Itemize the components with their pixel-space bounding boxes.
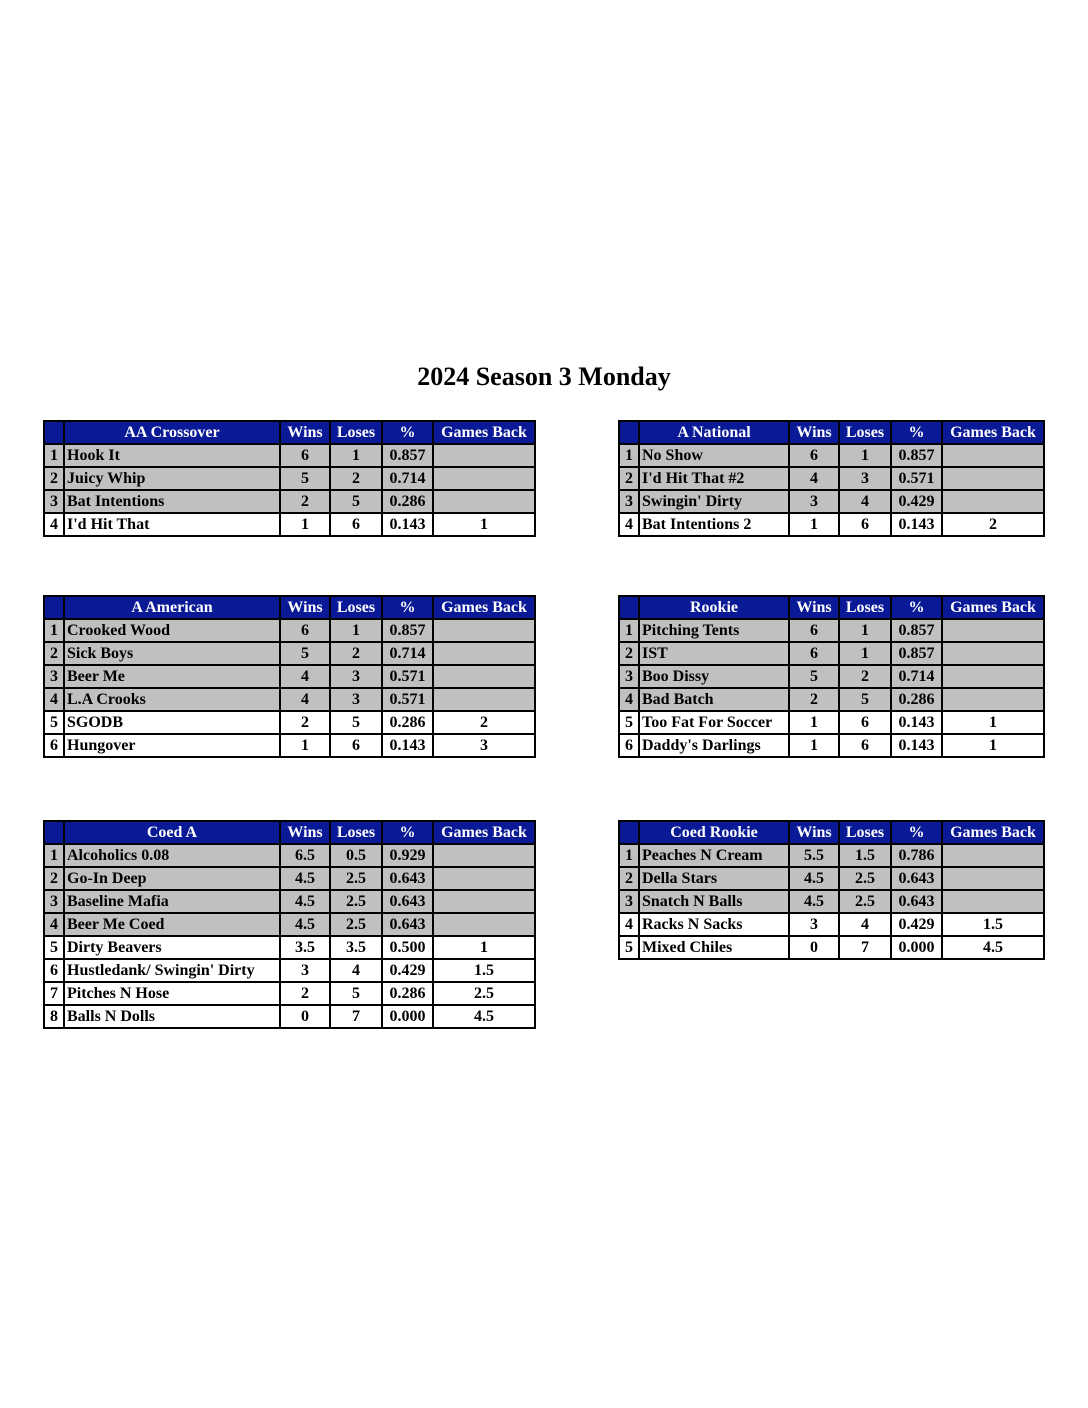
team-name-cell: L.A Crooks	[64, 688, 280, 711]
table-row	[619, 913, 1044, 936]
table-row	[619, 867, 1044, 890]
table-header-row	[44, 596, 535, 619]
pct-cell: 0.143	[382, 734, 433, 757]
wins-cell: 4.5	[789, 890, 839, 913]
division-name: A American	[64, 596, 280, 619]
team-name-cell: Pitches N Hose	[64, 982, 280, 1005]
pct-cell: 0.643	[382, 867, 433, 890]
pct-cell: 0.857	[891, 444, 942, 467]
loses-header: Loses	[839, 821, 891, 844]
pct-cell: 0.429	[891, 490, 942, 513]
team-name-cell: Beer Me	[64, 665, 280, 688]
games-back-cell	[433, 890, 535, 913]
wins-cell: 5.5	[789, 844, 839, 867]
pct-header: %	[382, 821, 433, 844]
pct-header: %	[891, 596, 942, 619]
team-name-cell: Racks N Sacks	[639, 913, 789, 936]
rank-cell: 6	[619, 734, 639, 757]
team-name-cell: Dirty Beavers	[64, 936, 280, 959]
games-back-cell	[942, 844, 1044, 867]
standings-table-a-american	[43, 595, 536, 758]
loses-cell: 5	[330, 711, 382, 734]
pct-cell: 0.786	[891, 844, 942, 867]
wins-cell: 1	[789, 734, 839, 757]
games-back-cell	[942, 890, 1044, 913]
loses-cell: 2.5	[330, 913, 382, 936]
table-row	[44, 959, 535, 982]
rank-cell: 1	[44, 619, 64, 642]
games-back-cell	[942, 467, 1044, 490]
loses-cell: 1	[330, 444, 382, 467]
team-name-cell: Della Stars	[639, 867, 789, 890]
wins-cell: 2	[789, 688, 839, 711]
team-name-cell: Juicy Whip	[64, 467, 280, 490]
team-name-cell: SGODB	[64, 711, 280, 734]
division-name: AA Crossover	[64, 421, 280, 444]
rank-cell: 2	[44, 642, 64, 665]
wins-cell: 6	[280, 444, 330, 467]
games-back-cell: 2	[942, 513, 1044, 536]
loses-cell: 1	[839, 444, 891, 467]
pct-cell: 0.643	[891, 890, 942, 913]
wins-cell: 2	[280, 711, 330, 734]
table-row	[44, 734, 535, 757]
wins-cell: 0	[280, 1005, 330, 1028]
loses-cell: 6	[839, 711, 891, 734]
wins-cell: 3	[789, 490, 839, 513]
pct-cell: 0.286	[891, 688, 942, 711]
pct-header: %	[891, 821, 942, 844]
table-row	[44, 490, 535, 513]
wins-header: Wins	[280, 596, 330, 619]
pct-cell: 0.143	[382, 513, 433, 536]
rank-cell: 3	[619, 665, 639, 688]
rank-cell: 5	[44, 711, 64, 734]
games-back-cell	[433, 665, 535, 688]
rank-cell: 4	[619, 913, 639, 936]
loses-cell: 4	[839, 913, 891, 936]
loses-cell: 7	[330, 1005, 382, 1028]
team-name-cell: Go-In Deep	[64, 867, 280, 890]
table-row	[619, 513, 1044, 536]
loses-cell: 6	[839, 513, 891, 536]
table-row	[619, 665, 1044, 688]
wins-cell: 5	[280, 642, 330, 665]
games-back-cell	[942, 665, 1044, 688]
games-back-cell	[942, 490, 1044, 513]
table-row	[44, 711, 535, 734]
pct-cell: 0.714	[382, 467, 433, 490]
rank-cell: 3	[44, 890, 64, 913]
page-title: 2024 Season 3 Monday	[417, 362, 671, 391]
wins-cell: 5	[280, 467, 330, 490]
games-back-cell	[433, 490, 535, 513]
wins-header: Wins	[280, 821, 330, 844]
table-row	[619, 467, 1044, 490]
table-header-row	[44, 421, 535, 444]
pct-cell: 0.000	[382, 1005, 433, 1028]
loses-cell: 1	[839, 619, 891, 642]
games-back-cell: 1	[433, 936, 535, 959]
rank-cell: 1	[619, 844, 639, 867]
loses-cell: 2.5	[330, 867, 382, 890]
wins-cell: 3	[789, 913, 839, 936]
team-name-cell: I'd Hit That	[64, 513, 280, 536]
pct-cell: 0.571	[891, 467, 942, 490]
table-row	[619, 444, 1044, 467]
rank-cell: 2	[619, 867, 639, 890]
rank-header	[619, 421, 639, 444]
loses-cell: 3	[839, 467, 891, 490]
table-row	[619, 688, 1044, 711]
rank-cell: 2	[44, 867, 64, 890]
loses-cell: 2.5	[330, 890, 382, 913]
rank-cell: 3	[619, 890, 639, 913]
team-name-cell: Hustledank/ Swingin' Dirty	[64, 959, 280, 982]
team-name-cell: Crooked Wood	[64, 619, 280, 642]
loses-cell: 6	[330, 734, 382, 757]
wins-cell: 6	[789, 444, 839, 467]
games-back-cell: 2.5	[433, 982, 535, 1005]
loses-header: Loses	[330, 596, 382, 619]
wins-cell: 4.5	[280, 890, 330, 913]
table-row	[619, 890, 1044, 913]
table-row	[619, 711, 1044, 734]
table-row	[44, 982, 535, 1005]
games-back-cell: 1.5	[942, 913, 1044, 936]
team-name-cell: Hook It	[64, 444, 280, 467]
table-row	[44, 1005, 535, 1028]
loses-cell: 3	[330, 665, 382, 688]
team-name-cell: Snatch N Balls	[639, 890, 789, 913]
standings-table-rookie	[618, 595, 1045, 758]
table-row	[44, 688, 535, 711]
games-back-cell	[433, 467, 535, 490]
pct-cell: 0.643	[891, 867, 942, 890]
pct-cell: 0.571	[382, 665, 433, 688]
loses-cell: 2	[839, 665, 891, 688]
rank-cell: 3	[44, 490, 64, 513]
loses-cell: 4	[330, 959, 382, 982]
pct-cell: 0.643	[382, 890, 433, 913]
rank-cell: 5	[619, 711, 639, 734]
rank-cell: 5	[619, 936, 639, 959]
loses-cell: 5	[330, 490, 382, 513]
games-back-cell	[942, 867, 1044, 890]
rank-cell: 6	[44, 959, 64, 982]
table-row	[44, 467, 535, 490]
team-name-cell: Pitching Tents	[639, 619, 789, 642]
wins-cell: 2	[280, 982, 330, 1005]
rank-cell: 1	[619, 444, 639, 467]
wins-cell: 4.5	[789, 867, 839, 890]
wins-cell: 2	[280, 490, 330, 513]
table-row	[44, 890, 535, 913]
rank-cell: 7	[44, 982, 64, 1005]
games-back-cell	[433, 619, 535, 642]
loses-cell: 2	[330, 642, 382, 665]
pct-header: %	[382, 596, 433, 619]
games-back-cell: 1	[433, 513, 535, 536]
games-back-cell	[942, 688, 1044, 711]
wins-cell: 6	[789, 619, 839, 642]
wins-cell: 1	[280, 513, 330, 536]
pct-cell: 0.429	[891, 913, 942, 936]
loses-cell: 1	[839, 642, 891, 665]
pct-cell: 0.429	[382, 959, 433, 982]
games-back-cell	[942, 619, 1044, 642]
games-back-cell: 4.5	[942, 936, 1044, 959]
rank-cell: 6	[44, 734, 64, 757]
rank-header	[44, 596, 64, 619]
pct-cell: 0.286	[382, 711, 433, 734]
pct-cell: 0.143	[891, 734, 942, 757]
team-name-cell: Bad Batch	[639, 688, 789, 711]
wins-cell: 6	[280, 619, 330, 642]
team-name-cell: Peaches N Cream	[639, 844, 789, 867]
standings-table-a-national	[618, 420, 1045, 537]
table-row	[44, 936, 535, 959]
pct-cell: 0.500	[382, 936, 433, 959]
wins-cell: 4.5	[280, 913, 330, 936]
pct-cell: 0.714	[382, 642, 433, 665]
pct-cell: 0.286	[382, 490, 433, 513]
pct-cell: 0.714	[891, 665, 942, 688]
division-name: A National	[639, 421, 789, 444]
rank-cell: 1	[619, 619, 639, 642]
wins-header: Wins	[789, 596, 839, 619]
loses-cell: 1	[330, 619, 382, 642]
games-back-cell: 1	[942, 711, 1044, 734]
table-row	[619, 844, 1044, 867]
wins-header: Wins	[789, 821, 839, 844]
team-name-cell: Sick Boys	[64, 642, 280, 665]
games-back-cell	[942, 444, 1044, 467]
pct-header: %	[382, 421, 433, 444]
rank-cell: 2	[619, 467, 639, 490]
loses-cell: 5	[839, 688, 891, 711]
pct-cell: 0.571	[382, 688, 433, 711]
rank-cell: 4	[44, 688, 64, 711]
division-name: Coed Rookie	[639, 821, 789, 844]
table-header-row	[619, 821, 1044, 844]
wins-cell: 3	[280, 959, 330, 982]
team-name-cell: Balls N Dolls	[64, 1005, 280, 1028]
table-header-row	[619, 596, 1044, 619]
rank-cell: 3	[44, 665, 64, 688]
table-row	[44, 665, 535, 688]
games-back-cell: 2	[433, 711, 535, 734]
standings-table-coed-a	[43, 820, 536, 1029]
rank-cell: 2	[44, 467, 64, 490]
pct-cell: 0.857	[382, 444, 433, 467]
games-back-header: Games Back	[942, 821, 1044, 844]
wins-header: Wins	[789, 421, 839, 444]
rank-cell: 1	[44, 444, 64, 467]
loses-cell: 0.5	[330, 844, 382, 867]
table-row	[619, 734, 1044, 757]
rank-header	[619, 821, 639, 844]
rank-cell: 3	[619, 490, 639, 513]
team-name-cell: Too Fat For Soccer	[639, 711, 789, 734]
team-name-cell: Bat Intentions 2	[639, 513, 789, 536]
pct-cell: 0.286	[382, 982, 433, 1005]
division-name: Coed A	[64, 821, 280, 844]
table-row	[44, 513, 535, 536]
team-name-cell: Daddy's Darlings	[639, 734, 789, 757]
team-name-cell: I'd Hit That #2	[639, 467, 789, 490]
table-row	[44, 642, 535, 665]
loses-header: Loses	[839, 596, 891, 619]
loses-header: Loses	[839, 421, 891, 444]
table-header-row	[44, 821, 535, 844]
games-back-cell	[433, 642, 535, 665]
team-name-cell: No Show	[639, 444, 789, 467]
table-row	[619, 936, 1044, 959]
table-row	[44, 844, 535, 867]
pct-cell: 0.143	[891, 711, 942, 734]
team-name-cell: Mixed Chiles	[639, 936, 789, 959]
table-header-row	[619, 421, 1044, 444]
games-back-cell	[433, 867, 535, 890]
loses-cell: 6	[839, 734, 891, 757]
pct-cell: 0.857	[891, 642, 942, 665]
games-back-cell	[433, 844, 535, 867]
games-back-header: Games Back	[942, 421, 1044, 444]
loses-header: Loses	[330, 421, 382, 444]
games-back-cell	[942, 642, 1044, 665]
rank-cell: 4	[44, 913, 64, 936]
team-name-cell: Alcoholics 0.08	[64, 844, 280, 867]
pct-cell: 0.929	[382, 844, 433, 867]
games-back-cell: 3	[433, 734, 535, 757]
games-back-cell: 1	[942, 734, 1044, 757]
rank-header	[44, 821, 64, 844]
loses-cell: 4	[839, 490, 891, 513]
loses-cell: 2.5	[839, 867, 891, 890]
team-name-cell: Baseline Mafia	[64, 890, 280, 913]
wins-cell: 1	[789, 711, 839, 734]
wins-cell: 0	[789, 936, 839, 959]
wins-cell: 4	[280, 688, 330, 711]
games-back-cell: 4.5	[433, 1005, 535, 1028]
team-name-cell: Boo Dissy	[639, 665, 789, 688]
team-name-cell: IST	[639, 642, 789, 665]
pct-cell: 0.000	[891, 936, 942, 959]
wins-cell: 3.5	[280, 936, 330, 959]
wins-cell: 6	[789, 642, 839, 665]
loses-cell: 3.5	[330, 936, 382, 959]
team-name-cell: Beer Me Coed	[64, 913, 280, 936]
games-back-header: Games Back	[433, 821, 535, 844]
wins-cell: 4	[789, 467, 839, 490]
games-back-cell	[433, 913, 535, 936]
rank-cell: 4	[619, 688, 639, 711]
team-name-cell: Hungover	[64, 734, 280, 757]
table-row	[619, 642, 1044, 665]
pct-cell: 0.643	[382, 913, 433, 936]
loses-cell: 1.5	[839, 844, 891, 867]
pct-cell: 0.857	[891, 619, 942, 642]
wins-cell: 6.5	[280, 844, 330, 867]
loses-cell: 6	[330, 513, 382, 536]
wins-cell: 5	[789, 665, 839, 688]
wins-cell: 4	[280, 665, 330, 688]
pct-header: %	[891, 421, 942, 444]
wins-cell: 1	[280, 734, 330, 757]
wins-cell: 1	[789, 513, 839, 536]
loses-cell: 3	[330, 688, 382, 711]
loses-cell: 7	[839, 936, 891, 959]
pct-cell: 0.143	[891, 513, 942, 536]
table-row	[44, 867, 535, 890]
table-row	[619, 619, 1044, 642]
rank-cell: 2	[619, 642, 639, 665]
rank-cell: 1	[44, 844, 64, 867]
loses-cell: 5	[330, 982, 382, 1005]
loses-header: Loses	[330, 821, 382, 844]
rank-header	[619, 596, 639, 619]
loses-cell: 2	[330, 467, 382, 490]
table-row	[44, 913, 535, 936]
team-name-cell: Bat Intentions	[64, 490, 280, 513]
games-back-cell	[433, 444, 535, 467]
rank-cell: 4	[44, 513, 64, 536]
table-row	[44, 444, 535, 467]
games-back-cell: 1.5	[433, 959, 535, 982]
games-back-header: Games Back	[942, 596, 1044, 619]
team-name-cell: Swingin' Dirty	[639, 490, 789, 513]
wins-header: Wins	[280, 421, 330, 444]
rank-cell: 8	[44, 1005, 64, 1028]
games-back-header: Games Back	[433, 421, 535, 444]
games-back-header: Games Back	[433, 596, 535, 619]
standings-table-aa-crossover	[43, 420, 536, 537]
wins-cell: 4.5	[280, 867, 330, 890]
pct-cell: 0.857	[382, 619, 433, 642]
rank-header	[44, 421, 64, 444]
loses-cell: 2.5	[839, 890, 891, 913]
rank-cell: 4	[619, 513, 639, 536]
table-row	[619, 490, 1044, 513]
table-row	[44, 619, 535, 642]
rank-cell: 5	[44, 936, 64, 959]
standings-table-coed-rookie	[618, 820, 1045, 960]
games-back-cell	[433, 688, 535, 711]
division-name: Rookie	[639, 596, 789, 619]
